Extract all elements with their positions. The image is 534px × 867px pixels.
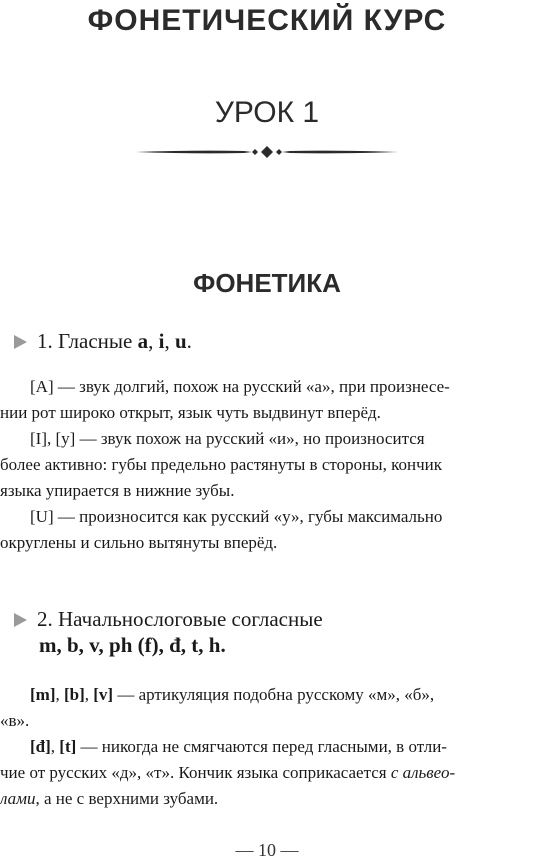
page-header: ФОНЕТИЧЕСКИЙ КУРС — [87, 4, 447, 37]
paragraph-text: округлены и сильно вытянуты вперёд. — [0, 533, 278, 552]
paragraph-text: — произносится как русский «у», губы максимально — [53, 507, 443, 526]
paragraph-text: , а не с верхними зубами. — [35, 789, 219, 808]
paragraph-mbv: [m], [b], [v] — артикуляция подобна русскому «м», «б», «в». — [30, 682, 522, 734]
paragraph-text: «в». — [0, 711, 30, 730]
paragraph-u — [0, 504, 522, 556]
paragraph-i: [I], [y] — звук похож на русский «и», но произносится более активно: губы предельно растянуты в стороны, кончик языка упирается в нижние зубы. — [30, 426, 522, 504]
vowel-letter: i — [158, 329, 165, 353]
phoneme-symbol: [t] — [59, 737, 77, 756]
paragraph-dt: [đ], [t] — никогда не смягчаются перед гласными, в отли- чие от русских «д», «т». Кончик языка соприкасается с альвео- лами, а не с верхними зубами. — [30, 734, 522, 812]
italic-term: лами — [0, 789, 36, 808]
item-title: Начальнослоговые согласные — [58, 607, 323, 631]
paragraph-line — [0, 760, 522, 786]
phoneme-symbol: [y] — [55, 429, 76, 448]
paragraph-text: более активно: губы предельно растянуты в стороны, кончик — [0, 455, 442, 474]
phoneme-symbol: [b] — [63, 685, 85, 704]
triangle-marker-icon — [14, 335, 27, 349]
phoneme-symbol: [U] — [30, 507, 54, 526]
paragraph-text: — звук долгий, похож на русский «а», при произнесе- — [53, 377, 450, 396]
item-number: 1. — [37, 329, 53, 353]
paragraph-line — [0, 786, 522, 812]
paragraph-text: языка упирается в нижние зубы. — [0, 481, 235, 500]
page-number: — 10 — — [235, 840, 299, 860]
item-title: Гласные — [58, 329, 133, 353]
item-heading-vowels: 1. Гласные a, i, u. — [14, 328, 192, 354]
phoneme-symbol: [A] — [30, 377, 54, 396]
section-title: ФОНЕТИКА — [193, 268, 341, 298]
item-number: 2. — [37, 607, 53, 631]
phoneme-symbol: [I] — [30, 429, 47, 448]
item-heading-consonants — [14, 606, 323, 658]
paragraph-text: чие от русских «д», «т». Кончик языка соприкасается — [0, 763, 391, 782]
paragraph-text: — звук похож на русский «и», но произносится — [75, 429, 425, 448]
consonant-list: m, b, v, ph (f), đ, t, h. — [39, 633, 226, 657]
paragraph-text: нии рот широко открыт, язык чуть выдвинут вперёд. — [0, 403, 381, 422]
paragraph-a — [0, 374, 522, 426]
phoneme-symbol: [m] — [30, 685, 56, 704]
ornament-divider — [134, 142, 400, 162]
vowel-letter: u — [174, 329, 187, 353]
italic-term: с альвео- — [390, 763, 456, 782]
vowel-letter: a — [137, 329, 149, 353]
triangle-marker-icon — [14, 613, 27, 627]
phoneme-symbol: [đ] — [30, 737, 51, 756]
paragraph-text: — артикуляция подобна русскому «м», «б», — [113, 685, 435, 704]
paragraph-text: — никогда не смягчаются перед гласными, в отли- — [76, 737, 447, 756]
phoneme-symbol: [v] — [93, 685, 114, 704]
lesson-title: УРОК 1 — [214, 96, 320, 129]
